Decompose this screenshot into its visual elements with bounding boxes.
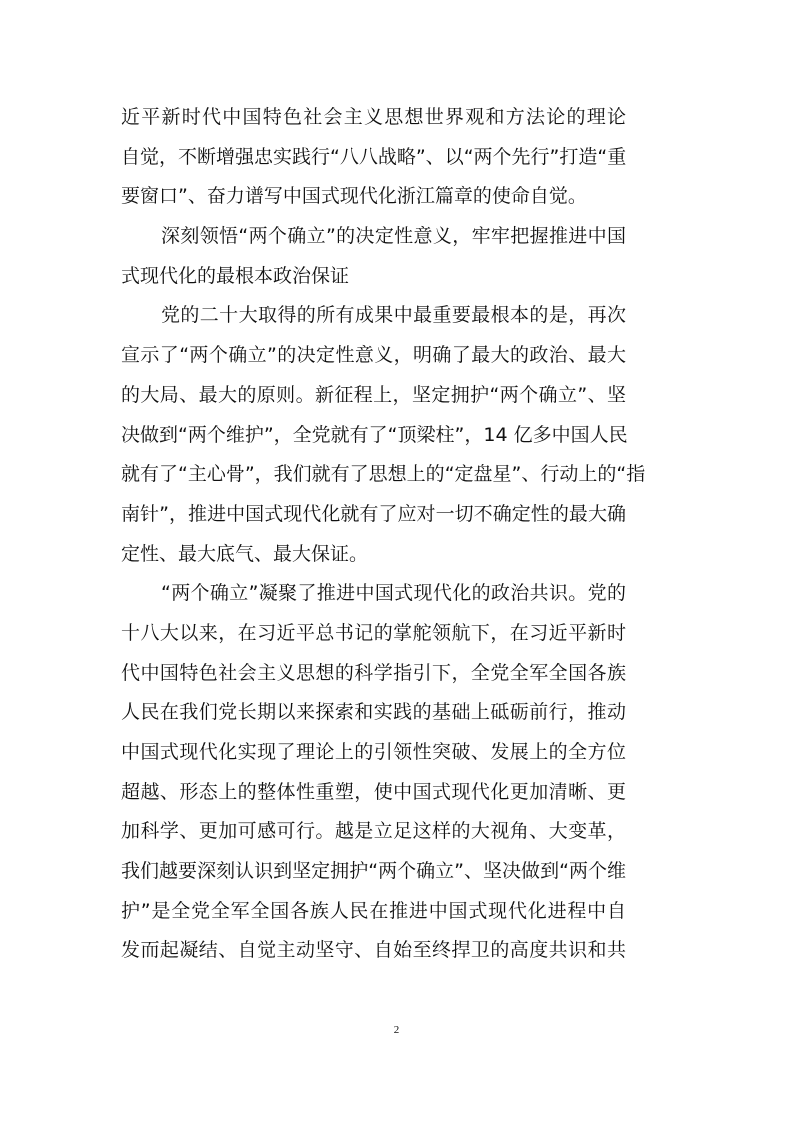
text-line: 发而起凝结、自觉主动坚守、自始至终捍卫的高度共识和共 — [121, 939, 626, 962]
text-line: 近平新时代中国特色社会主义思想世界观和方法论的理论 — [121, 106, 626, 128]
text-line: 就有了“主心骨”，我们就有了思想上的“定盘星”、行动上的“指 — [121, 463, 646, 486]
text-line: 代中国特色社会主义思想的科学指引下，全党全军全国各族 — [121, 661, 626, 684]
text-line: “两个确立”凝聚了推进中国式现代化的政治共识。党的 — [161, 582, 626, 605]
text-line: 超越、形态上的整体性重塑，使中国式现代化更加清晰、更 — [121, 780, 626, 803]
text-line: 人民在我们党长期以来探索和实践的基础上砥砺前行，推动 — [121, 701, 626, 724]
text-line: 南针”，推进中国式现代化就有了应对一切不确定性的最大确 — [121, 502, 626, 525]
text-line: 深刻领悟“两个确立”的决定性意义，牢牢把握推进中国 — [161, 225, 626, 248]
text-line: 我们越要深刻认识到坚定拥护“两个确立”、坚决做到“两个维 — [121, 860, 626, 883]
text-line: 加科学、更加可感可行。越是立足这样的大视角、大变革， — [121, 820, 626, 843]
text-line: 定性、最大底气、最大保证。 — [121, 542, 369, 565]
text-line: 中国式现代化实现了理论上的引领性突破、发展上的全方位 — [121, 741, 626, 763]
page-number: 2 — [393, 1024, 400, 1036]
text-line: 的大局、最大的原则。新征程上，坚定拥护“两个确立”、坚 — [121, 383, 626, 406]
text-line: 决做到“两个维护”，全党就有了“顶梁柱”，14 亿多中国人民 — [121, 423, 628, 446]
text-line: 自觉，不断增强忠实践行“八八战略”、以“两个先行”打造“重 — [121, 145, 627, 168]
text-line: 式现代化的最根本政治保证 — [121, 264, 350, 287]
text-line: 党的二十大取得的所有成果中最重要最根本的是，再次 — [161, 304, 626, 327]
text-line: 护”是全党全军全国各族人民在推进中国式现代化进程中自 — [121, 899, 626, 922]
text-line: 宣示了“两个确立”的决定性意义，明确了最大的政治、最大 — [121, 344, 626, 367]
text-line: 十八大以来，在习近平总书记的掌舵领航下，在习近平新时 — [121, 621, 626, 644]
document-body — [121, 98, 646, 971]
text-line: 要窗口”、奋力谱写中国式现代化浙江篇章的使命自觉。 — [121, 185, 587, 208]
